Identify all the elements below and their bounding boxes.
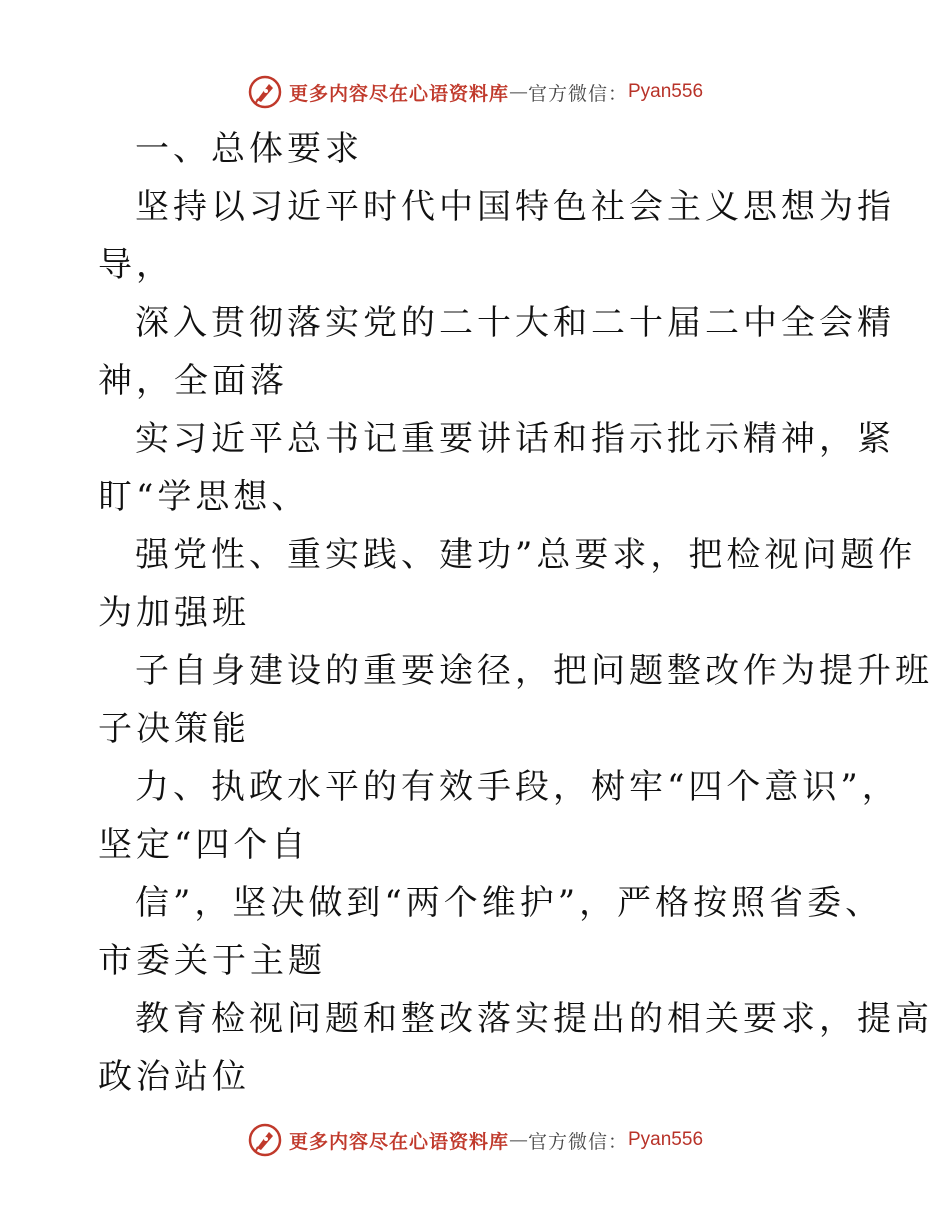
paragraph-line: 坚定“四个自 (98, 825, 310, 865)
header-watermark (0, 72, 950, 112)
paragraph-line: 实习近平总书记重要讲话和指示批示精神，紧 (135, 419, 895, 459)
paragraph-line: 政治站位 (98, 1057, 250, 1097)
section-heading: 一、总体要求 (135, 129, 363, 169)
watermark-text: 更多内容尽在心语资料库 (288, 1130, 509, 1153)
watermark-dash: — (508, 1129, 528, 1151)
watermark-wechat-id: Pyan556 (628, 81, 704, 102)
document-body (98, 120, 933, 1106)
pen-nib-logo-icon (247, 1122, 283, 1158)
paragraph-line: 子自身建设的重要途径，把问题整改作为提升班 (135, 651, 933, 691)
paragraph-line: 坚持以习近平时代中国特色社会主义思想为指 (135, 187, 895, 227)
paragraph-line: 为加强班 (98, 593, 250, 633)
watermark-wechat-label: 官方微信： (527, 1130, 628, 1153)
pen-nib-logo-icon (247, 74, 283, 110)
watermark-dash: — (508, 81, 528, 103)
paragraph-line: 力、执政水平的有效手段，树牢“四个意识”， (135, 767, 900, 807)
paragraph-line: 信”，坚决做到“两个维护”，严格按照省委、 (135, 883, 884, 923)
paragraph-line: 子决策能 (98, 709, 250, 749)
paragraph-line: 神，全面落 (98, 361, 288, 401)
paragraph-line: 深入贯彻落实党的二十大和二十届二中全会精 (135, 303, 895, 343)
watermark-wechat-id: Pyan556 (628, 1129, 704, 1150)
paragraph-line: 市委关于主题 (98, 941, 326, 981)
paragraph-line: 导， (98, 245, 174, 285)
paragraph-line: 教育检视问题和整改落实提出的相关要求，提高 (135, 999, 933, 1039)
watermark-wechat-label: 官方微信： (527, 82, 628, 105)
watermark-text: 更多内容尽在心语资料库 (288, 82, 509, 105)
footer-watermark (0, 1120, 950, 1160)
paragraph-line: 盯“学思想、 (98, 477, 310, 517)
paragraph-line: 强党性、重实践、建功”总要求，把检视问题作 (135, 535, 917, 575)
